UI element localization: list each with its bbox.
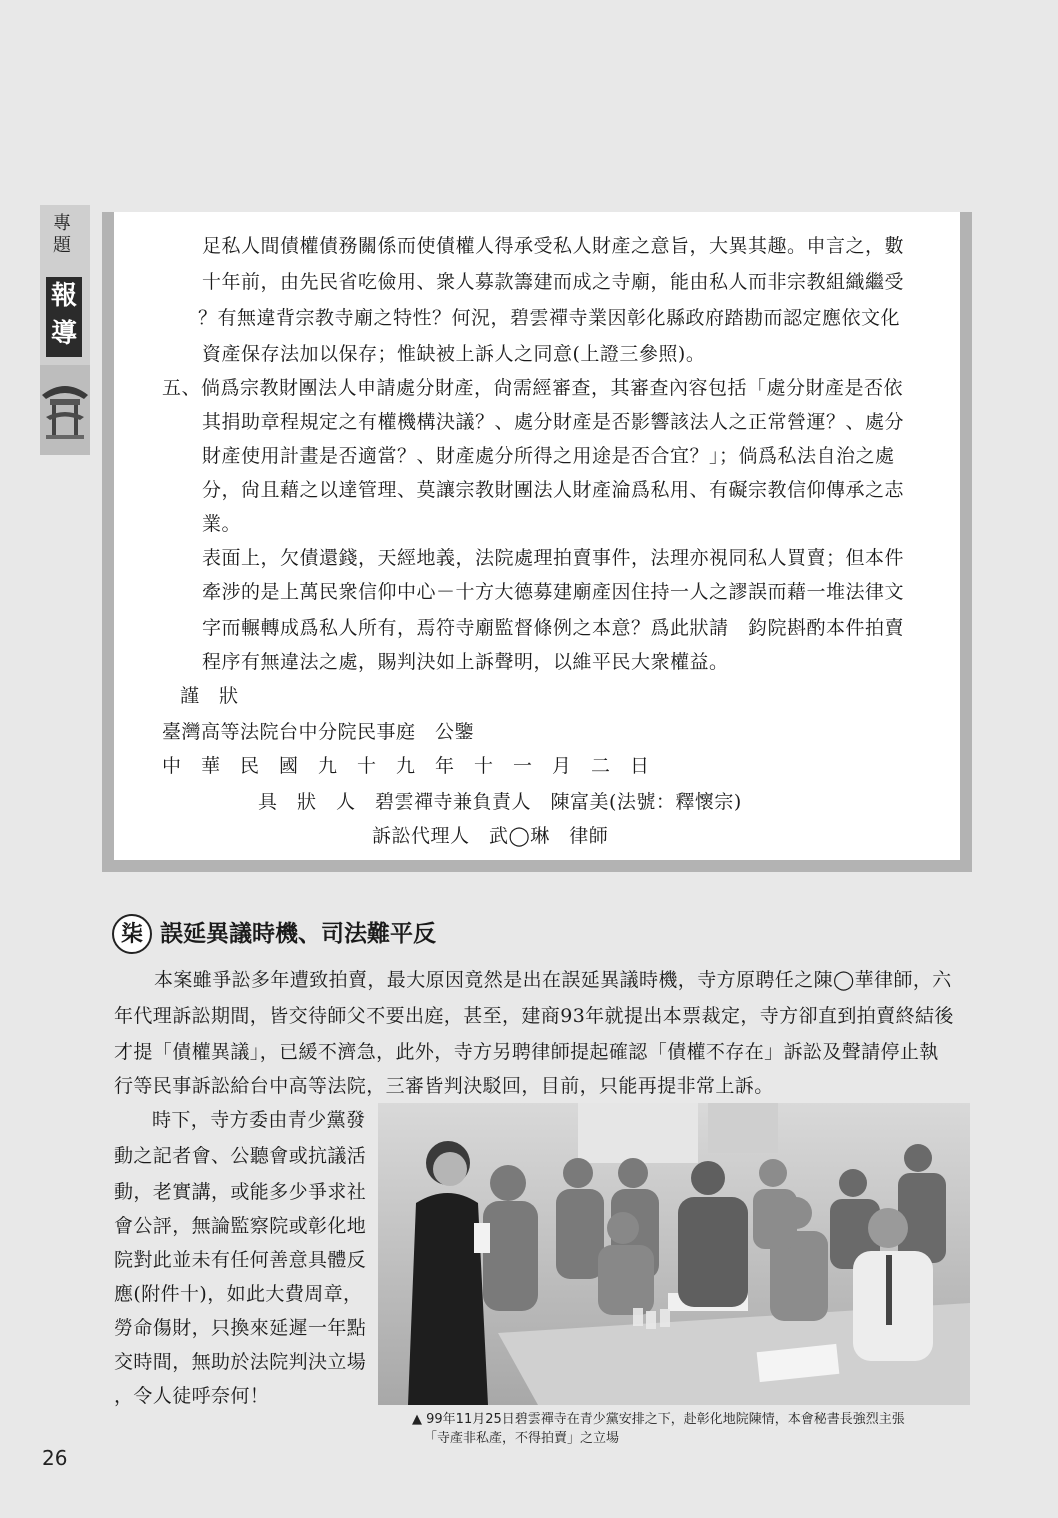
document-line: 其捐助章程規定之有權機構決議？、處分財產是否影響該法人之正常營運？、處分 — [202, 411, 905, 433]
document-line: 資產保存法加以保存；惟缺被上訴人之同意(上證三參照)。 — [202, 343, 706, 365]
photo-illustration — [378, 1103, 970, 1405]
document-line: 程序有無違法之處，賜判決如上訴聲明，以維平民大衆權益。 — [202, 651, 729, 673]
section-side-tab — [40, 205, 90, 455]
body-line: 交時間，無助於法院判決立場 — [114, 1351, 367, 1373]
page-number: 26 — [42, 1446, 68, 1470]
document-line: 足私人間債權債務關係而使債權人得承受私人財產之意旨，大異其趣。申言之，數 — [202, 235, 905, 257]
side-tab-char: 題 — [53, 235, 71, 256]
document-line: 業。 — [202, 513, 242, 535]
body-line: 年代理訴訟期間，皆交待師父不要出庭，甚至，建商93年就提出本票裁定，寺方卻直到拍賣終結後 — [114, 1005, 954, 1027]
body-line: 勞命傷財，只換來延遲一年點 — [114, 1317, 367, 1339]
legal-agent: 訴訟代理人 武◯琳 律師 — [372, 825, 609, 847]
document-line: 財產使用計畫是否適當？、財產處分所得之用途是否合宜？」；倘爲私法自治之處 — [202, 445, 895, 467]
side-tab-char: 導 — [50, 319, 77, 349]
body-line: ，令人徒呼奈何！ — [114, 1385, 270, 1407]
body-line: 才提「債權異議」，已緩不濟急，此外，寺方另聘律師提起確認「債權不存在」訴訟及聲請停止執 — [114, 1041, 939, 1063]
document-line: 字而輾轉成爲私人所有，焉符寺廟監督條例之本意？爲此狀請 鈞院斟酌本件拍賣 — [202, 617, 905, 639]
section-title: 誤延異議時機、司法難平反 — [160, 920, 436, 947]
side-tab-dark-label — [46, 277, 82, 357]
addressee: 臺灣高等法院台中分院民事庭 公鑒 — [162, 721, 475, 743]
quoted-document — [114, 212, 960, 860]
photo-caption — [412, 1410, 972, 1448]
section-number-badge: 柒 — [112, 914, 152, 954]
document-line: ？有無違背宗教寺廟之特性？何況，碧雲禪寺業因彰化縣政府踏勘而認定應依文化 — [198, 307, 901, 329]
document-line: 十年前，由先民省吃儉用、衆人募款籌建而成之寺廟，能由私人而非宗教組織繼受 — [202, 271, 905, 293]
document-line: 牽涉的是上萬民衆信仰中心－十方大德募建廟產因住持一人之謬誤而藉一堆法律文 — [202, 581, 905, 603]
side-tab-char: 專 — [53, 213, 71, 234]
document-line: 分，尙且藉之以達管理、莫讓宗教財團法人財產淪爲私用、有礙宗教信仰傳承之志 — [202, 479, 905, 501]
press-conference-photo — [378, 1103, 970, 1405]
side-tab-char: 報 — [50, 281, 77, 311]
caption-line: 「寺產非私產，不得拍賣」之立場 — [424, 1431, 620, 1446]
body-line: 動，老實講，或能多少爭求社 — [114, 1181, 367, 1203]
document-line: 表面上，欠債還錢，天經地義，法院處理拍賣事件，法理亦視同私人買賣；但本件 — [202, 547, 905, 569]
document-line: 五、倘爲宗教財團法人申請處分財產，尙需經審查，其審查內容包括「處分財產是否依 — [162, 377, 904, 399]
petitioner: 具 狀 人 碧雲禪寺兼負責人 陳富美(法號：釋懷宗) — [258, 791, 742, 813]
closing-phrase: 謹 狀 — [180, 685, 239, 707]
body-line: 院對此並未有任何善意具體反 — [114, 1249, 367, 1271]
document-date: 中 華 民 國 九 十 九 年 十 一 月 二 日 — [162, 755, 650, 777]
body-line: 會公評，無論監察院或彰化地 — [114, 1215, 367, 1237]
body-line: 動之記者會、公聽會或抗議活 — [114, 1145, 367, 1167]
body-line: 應(附件十)，如此大費周章， — [114, 1283, 363, 1305]
body-line: 時下，寺方委由青少黨發 — [152, 1109, 366, 1131]
side-tab-label — [44, 213, 80, 257]
body-line: 行等民事訴訟給台中高等法院，三審皆判決駁回，目前，只能再提非常上訴。 — [114, 1075, 774, 1097]
caption-line: ▲ 99年11月25日碧雲禪寺在青少黨安排之下，赴彰化地院陳情，本會秘書長強烈主張 — [412, 1412, 905, 1427]
temple-roof-icon — [40, 365, 90, 455]
body-line: 本案雖爭訟多年遭致拍賣，最大原因竟然是出在誤延異議時機，寺方原聘任之陳◯華律師，六 — [154, 969, 952, 991]
